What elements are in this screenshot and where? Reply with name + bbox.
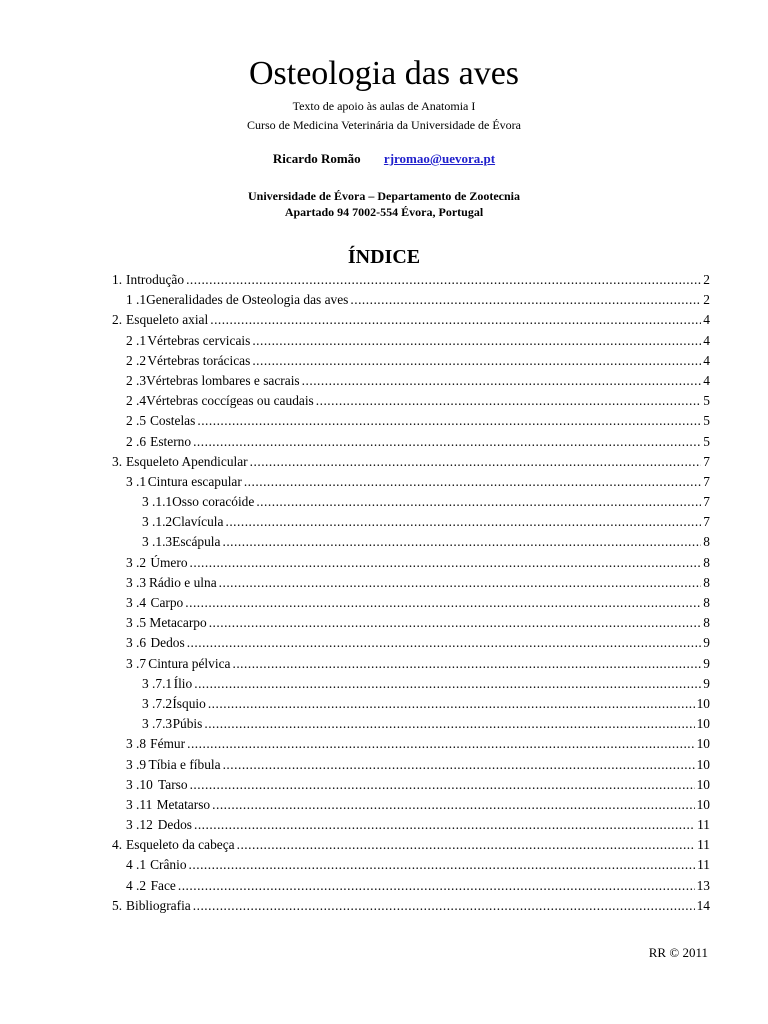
toc-entry-page: 10 [696,736,710,752]
toc-entry[interactable] [0,573,768,593]
toc-dot-leader [316,391,702,411]
toc-entry-page: 13 [696,877,710,893]
toc-dot-leader [212,795,694,815]
toc-entry-number: 3 .10 [126,776,153,792]
toc-entry[interactable] [0,391,768,411]
toc-entry[interactable] [0,734,768,754]
table-of-contents [0,270,768,916]
toc-entry-number: 3 .1.3 [142,534,173,550]
toc-entry[interactable] [0,755,768,775]
toc-entry[interactable] [0,331,768,351]
toc-entry-number: 4 .2 [126,877,147,893]
toc-entry-page: 4 [703,372,710,388]
toc-entry[interactable] [0,553,768,573]
toc-entry[interactable] [0,633,768,653]
toc-entry-page: 10 [696,756,710,772]
toc-entry-number: 2 .3 [126,372,147,388]
toc-entry-number: 3 .1.1 [142,494,173,510]
toc-entry[interactable] [0,775,768,795]
toc-dot-leader [237,835,695,855]
toc-entry-number: 3. [112,453,123,469]
toc-entry-label: Vértebras coccígeas ou caudais [146,393,314,409]
toc-entry[interactable] [0,593,768,613]
toc-entry-number: 2 .4 [126,393,147,409]
toc-entry[interactable] [0,613,768,633]
toc-entry-number: 2 .5 [126,413,147,429]
toc-dot-leader [252,351,701,371]
toc-entry-label: Crânio [150,857,187,873]
toc-dot-leader [185,593,701,613]
toc-entry[interactable] [0,795,768,815]
toc-entry-page: 8 [703,534,710,550]
toc-entry-page: 9 [703,655,710,671]
toc-entry-page: 4 [703,352,710,368]
toc-entry-page: 10 [696,695,710,711]
toc-entry-page: 5 [703,433,710,449]
toc-entry-number: 3 .3 [126,574,147,590]
toc-dot-leader [225,512,701,532]
toc-dot-leader [197,411,701,431]
toc-dot-leader [190,775,695,795]
toc-entry-number: 3 .9 [126,756,147,772]
toc-entry-page: 11 [697,857,710,873]
footer-copyright: RR © 2011 [648,945,708,960]
toc-dot-leader [219,573,702,593]
toc-entry-label: Metacarpo [149,615,207,631]
index-heading: ÍNDICE [347,246,421,268]
toc-dot-leader [204,714,694,734]
toc-entry-number: 1 .1 [126,292,147,308]
toc-entry-label: Ílio [173,675,193,691]
toc-entry[interactable] [0,532,768,552]
toc-entry-number: 3 .4 [126,595,147,610]
course-subtitle: Texto de apoio às aulas de Anatomia I [292,99,476,113]
toc-entry[interactable] [0,411,768,431]
toc-entry-label: Ísquio [172,695,206,711]
toc-entry-page: 11 [697,837,710,853]
toc-entry[interactable] [0,512,768,532]
toc-dot-leader [208,694,695,714]
toc-entry-label: Esterno [150,433,192,449]
author-line [0,150,768,168]
toc-entry-label: Tarso [158,776,188,792]
toc-entry-number: 2 .2 [126,352,147,368]
toc-entry-page: 8 [703,615,710,631]
toc-entry-number: 3 .6 [126,635,147,651]
toc-entry-page: 2 [703,292,710,308]
document-title: Osteologia das aves [248,55,520,92]
author-email-link[interactable]: rjromao@uevora.pt [383,151,496,166]
toc-entry-number: 3 .1.2 [142,514,173,530]
affiliation-address: Apartado 94 7002-554 Évora, Portugal [284,205,484,219]
toc-entry-page: 5 [703,393,710,409]
toc-entry-label: Clavícula [172,514,224,530]
toc-entry-label: Rádio e ulna [148,574,217,590]
toc-dot-leader [178,876,695,896]
toc-dot-leader [194,815,695,835]
toc-entry-page: 7 [703,473,710,489]
toc-entry-label: Dedos [157,817,192,833]
toc-entry-label: Esqueleto da cabeça [126,837,235,853]
toc-entry-label: Costelas [149,413,196,429]
toc-dot-leader [210,310,701,330]
toc-entry[interactable] [0,855,768,875]
toc-dot-leader [189,855,696,875]
toc-entry-label: Escápula [172,534,221,550]
toc-entry[interactable] [0,674,768,694]
toc-dot-leader [194,674,701,694]
toc-entry-number: 5. [112,897,123,913]
toc-entry-number: 3 .7.1 [142,675,173,691]
toc-entry[interactable] [0,492,768,512]
toc-entry[interactable] [0,876,768,896]
toc-entry-page: 8 [703,554,710,570]
toc-entry-label: Vértebras cervicais [147,332,251,348]
toc-dot-leader [302,371,702,391]
toc-entry-label: Fémur [150,736,186,752]
toc-entry-number: 4 .1 [126,857,147,873]
toc-dot-leader [350,290,701,310]
toc-entry[interactable] [0,835,768,855]
toc-entry-number: 3 .2 [126,554,147,570]
toc-entry-number: 3 .8 [126,736,147,752]
toc-entry-page: 11 [697,817,710,833]
toc-entry-label: Úmero [150,554,188,570]
toc-dot-leader [244,472,701,492]
toc-entry[interactable] [0,351,768,371]
toc-dot-leader [252,331,701,351]
toc-entry[interactable] [0,270,768,290]
toc-entry-page: 10 [696,796,710,812]
toc-entry-page: 5 [703,413,710,429]
author-name: Ricardo Romão [272,151,361,166]
toc-entry-number: 3 .7.3 [142,716,173,732]
toc-entry[interactable] [0,815,768,835]
toc-entry-label: Vértebras torácicas [147,352,251,368]
toc-entry-number: 2 .1 [126,332,147,348]
toc-entry-number: 3 .7 [126,655,147,671]
toc-dot-leader [193,432,701,452]
toc-entry[interactable] [0,310,768,330]
toc-entry-number: 3 .12 [126,817,153,833]
toc-entry-label: Metatarso [156,796,211,812]
toc-entry-label: Esqueleto axial [126,312,209,328]
toc-entry-label: Dedos [150,635,185,651]
toc-entry-label: Púbis [172,716,203,732]
toc-entry-label: Vértebras lombares e sacrais [146,372,300,388]
toc-dot-leader [250,452,702,472]
affiliation-department: Universidade de Évora – Departamento de Zootecnia [248,189,520,203]
toc-entry-label: Face [150,877,176,893]
toc-entry-page: 7 [703,494,710,510]
toc-entry[interactable] [0,290,768,310]
toc-entry-label: Tíbia e fíbula [148,756,221,772]
toc-entry-page: 14 [696,897,710,913]
toc-entry-label: Esqueleto Apendicular [126,453,248,469]
toc-entry-page: 10 [696,776,710,792]
toc-entry-page: 2 [703,272,710,287]
toc-entry-page: 7 [703,453,710,469]
toc-entry-page: 4 [703,312,710,328]
toc-dot-leader [256,492,701,512]
toc-dot-leader [187,633,702,653]
toc-dot-leader [187,734,695,754]
toc-entry[interactable] [0,694,768,714]
toc-entry-label: Bibliografia [126,897,191,913]
course-program: Curso de Medicina Veterinária da Universidade de Évora [246,118,521,132]
toc-entry[interactable] [0,452,768,472]
toc-entry[interactable] [0,714,768,734]
toc-dot-leader [223,755,695,775]
toc-entry-number: 3 .1 [126,473,147,489]
toc-dot-leader [222,532,701,552]
toc-dot-leader [190,553,702,573]
toc-dot-leader [193,896,695,916]
toc-entry-page: 8 [703,595,710,610]
toc-entry-label: Introdução [126,272,185,287]
toc-entry-number: 2. [112,312,123,328]
toc-dot-leader [232,654,701,674]
toc-entry-page: 8 [703,574,710,590]
toc-entry-label: Generalidades de Osteologia das aves [146,292,349,308]
toc-entry-label: Carpo [150,595,184,610]
toc-entry-label: Cintura escapular [147,473,242,489]
toc-entry-page: 9 [703,675,710,691]
toc-dot-leader [209,613,702,633]
toc-entry-page: 7 [703,514,710,530]
toc-entry-number: 3 .11 [126,796,153,812]
toc-entry-number: 3 .7.2 [142,695,173,711]
toc-entry-number: 1. [112,272,123,287]
toc-entry-page: 9 [703,635,710,651]
toc-entry-page: 4 [703,332,710,348]
toc-entry[interactable] [0,432,768,452]
toc-entry-number: 2 .6 [126,433,147,449]
toc-entry-label: Osso coracóide [172,494,255,510]
toc-entry[interactable] [0,654,768,674]
toc-entry-label: Cintura pélvica [148,655,231,671]
toc-entry-number: 4. [112,837,123,853]
toc-entry[interactable] [0,371,768,391]
toc-entry[interactable] [0,472,768,492]
toc-entry[interactable] [0,896,768,916]
toc-entry-number: 3 .5 [126,615,147,631]
toc-entry-page: 10 [696,716,710,732]
toc-dot-leader [186,270,701,290]
